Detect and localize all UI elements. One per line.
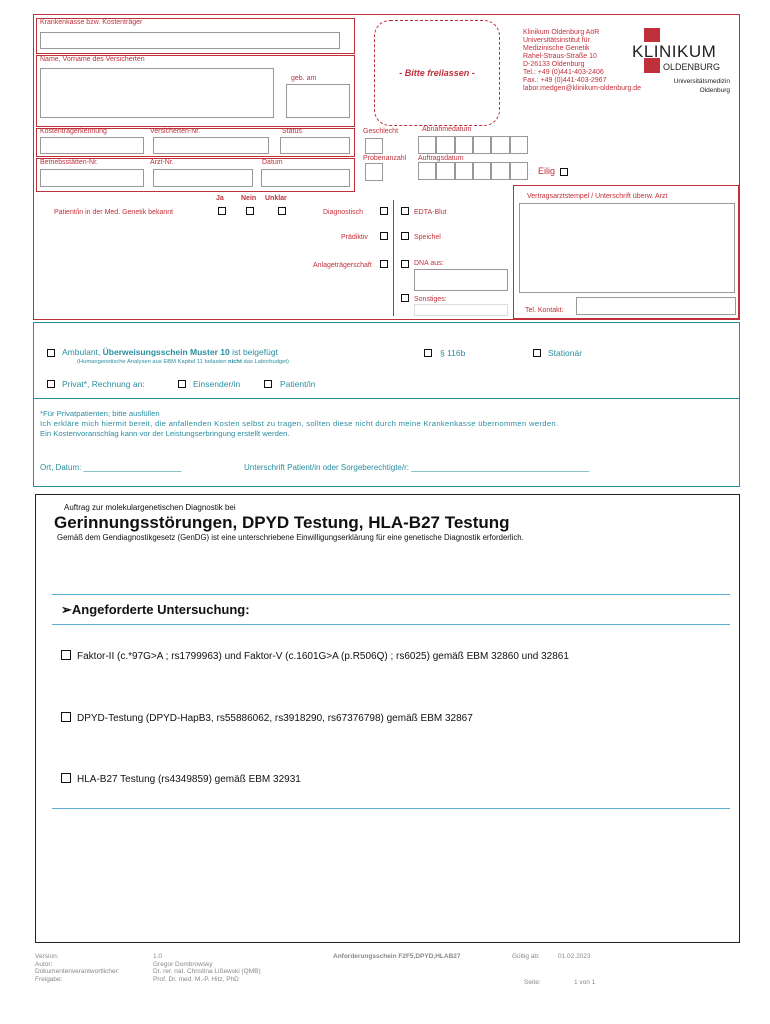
logo-caption: Oldenburg (699, 87, 730, 94)
test-checkbox[interactable] (61, 773, 71, 783)
insurer-label: Krankenkasse bzw. Kostenträger (40, 19, 143, 26)
private-note-line: Ich erkläre mich hiermit bereit, die anfallenden Kosten selbst zu tragen, sollten diese nicht durch meine Krankenkasse übernommen werden. (40, 419, 559, 428)
sample-count-field[interactable] (365, 163, 383, 181)
known-no-checkbox[interactable] (246, 207, 254, 215)
private-checkbox[interactable] (47, 380, 55, 388)
pred-label: Prädiktiv (341, 234, 368, 241)
sender-label: Einsender/in (193, 379, 241, 389)
other-label: Sonstiges: (414, 296, 447, 303)
klinikum-logo (630, 28, 730, 100)
saliva-label: Speichel (414, 234, 441, 241)
carrier-checkbox[interactable] (380, 260, 388, 268)
para116b-checkbox[interactable] (424, 349, 432, 357)
tel-label: Tel. Kontakt: (525, 307, 564, 314)
diag-checkbox[interactable] (380, 207, 388, 215)
order-date-field[interactable] (418, 162, 528, 180)
status-label: Status (282, 128, 302, 135)
test-checkbox[interactable] (61, 712, 71, 722)
test-label: Faktor-II (c.*97G>A ; rs1799963) und Faktor-V (c.1601G>A (p.R506Q) ; rs6025) gemäß EBM 32860 und 32861 (77, 651, 569, 662)
private-note (40, 409, 740, 439)
ambulant-note-text: das Laborbudget) (241, 359, 289, 365)
test-label: HLA-B27 Testung (rs4349859) gemäß EBM 32931 (77, 774, 301, 785)
valid-label: Gültig ab: (512, 953, 540, 960)
author-label: Autor: (35, 960, 53, 968)
saliva-checkbox[interactable] (401, 232, 409, 240)
approval-value: Prof. Dr. med. M.-P. Hitz, PhD (153, 975, 239, 983)
ambulant-suffix: ist beigefügt (229, 347, 278, 357)
order-date-label: Auftragsdatum (418, 155, 464, 162)
test-label: DPYD-Testung (DPYD-HapB3, rs55886062, rs3918290, rs67376798) gemäß EBM 32867 (77, 713, 473, 724)
dob-label: geb. am (291, 75, 317, 82)
test-checkbox[interactable] (61, 650, 71, 660)
stationary-checkbox[interactable] (533, 349, 541, 357)
date-field[interactable] (261, 169, 350, 187)
known-label: Patient/in in der Med. Genetik bekannt (54, 209, 174, 216)
urgent-option[interactable] (538, 166, 568, 176)
billing-divider (33, 398, 740, 399)
gender-label: Geschlecht (363, 128, 399, 135)
version-value: 1.0 (153, 953, 163, 960)
diag-label: Diagnostisch (323, 209, 364, 216)
site-no-label: Betriebsstätten-Nr. (40, 159, 98, 166)
version-label: Version: (35, 953, 59, 960)
ambulant-label: Ambulant, (62, 347, 103, 357)
address-line: Medizinische Genetik (523, 45, 590, 52)
dna-label: DNA aus: (414, 260, 444, 267)
ambulant-note-text: (Humangenetische Analysen aus EBM Kapitel 11 belasten (77, 359, 229, 365)
col-yes-header: Ja (216, 195, 224, 202)
test-item[interactable] (61, 650, 569, 662)
gender-field[interactable] (365, 138, 383, 154)
stamp-label: Vertragsarztstempel / Unterschrift überw. Arzt (527, 193, 668, 200)
address-line: Universitätsinstitut für (523, 37, 590, 44)
ambulant-note-emphasis: nicht (228, 359, 242, 365)
patient-checkbox[interactable] (264, 380, 272, 388)
private-note-line: Ein Kostenvoranschlag kann vor der Leistungserbringung erstellt werden. (40, 429, 290, 438)
test-item[interactable] (61, 773, 301, 785)
insurer-field[interactable] (40, 32, 340, 49)
section-heading: ➢Angeforderte Untersuchung: (61, 602, 250, 617)
address-line: Fax.: +49 (0)441-403-2967 (523, 77, 607, 84)
author-value: Gregor Dombrowsky (153, 960, 213, 968)
doctor-no-field[interactable] (153, 169, 253, 187)
responsible-label: Dokumentenverantwortlicher: (35, 968, 120, 975)
address-line: labor.medgen@klinikum-oldenburg.de (523, 85, 642, 92)
footer-values (153, 953, 261, 983)
valid-date: 01.02.2023 (558, 953, 591, 960)
sample-divider (393, 200, 394, 316)
other-field[interactable] (414, 304, 508, 316)
sample-count-label: Probenanzahl (363, 155, 407, 162)
ambulant-checkbox[interactable] (47, 349, 55, 357)
dob-field[interactable] (286, 84, 350, 118)
known-unclear-checkbox[interactable] (278, 207, 286, 215)
doctor-no-label: Arzt-Nr. (150, 159, 174, 166)
section-divider (52, 594, 730, 595)
test-item[interactable] (61, 712, 473, 724)
tel-field[interactable] (576, 297, 736, 315)
place-date-line[interactable]: Ort, Datum: ______________________ (40, 463, 182, 472)
address-line: Tel.: +49 (0)441-403-2406 (523, 69, 604, 76)
page-number: 1 von 1 (574, 979, 596, 986)
carrier-label: Anlageträgerschaft (313, 262, 372, 269)
order-title: Gerinnungsstörungen, DPYD Testung, HLA-B27 Testung (54, 513, 510, 532)
ambulant-form-name: Überweisungsschein Muster 10 (102, 347, 230, 357)
status-field[interactable] (280, 137, 350, 154)
site-no-field[interactable] (40, 169, 144, 187)
logo-main-text: KLINIKUM (632, 42, 717, 61)
patient-label: Patient/in (280, 379, 316, 389)
logo-caption: Universitätsmedizin (673, 78, 730, 85)
pred-checkbox[interactable] (380, 232, 388, 240)
sender-checkbox[interactable] (178, 380, 186, 388)
section-divider (52, 624, 730, 625)
institute-address (523, 29, 641, 93)
logo-block-icon (644, 28, 660, 42)
stationary-label: Stationär (548, 348, 583, 358)
address-line: D-26133 Oldenburg (523, 61, 585, 68)
edta-checkbox[interactable] (401, 207, 409, 215)
doc-name: Anforderungsschein F2F5,DPYD,HLAB27 (333, 953, 461, 960)
dna-field[interactable] (414, 269, 508, 291)
dna-checkbox[interactable] (401, 260, 409, 268)
gendg-notice: Gemäß dem Gendiagnostikgesetz (GenDG) ist eine unterschriebene Einwilligungserklärung für eine genetische Diagnostik erforderlich. (57, 533, 524, 542)
leave-blank-text: - Bitte freilassen - (399, 68, 475, 78)
order-intro: Auftrag zur molekulargenetischen Diagnostik bei (64, 503, 236, 512)
approval-label: Freigabe: (35, 975, 63, 983)
insured-no-label: Versicherten-Nr. (150, 128, 201, 135)
page-label: Seite: (524, 979, 541, 986)
ambulant-option (62, 347, 278, 357)
stamp-field[interactable] (519, 203, 735, 293)
insurer-id-label: Kostenträgerkennung (40, 128, 107, 135)
col-unclear-header: Unklar (265, 195, 287, 202)
address-line: Rahel-Straus-Straße 10 (523, 53, 597, 60)
logo-sub-text: OLDENBURG (663, 62, 721, 72)
private-label: Privat*, Rechnung an: (62, 379, 145, 389)
signature-line[interactable]: Unterschrift Patient/in oder Sorgeberechtigte/r: ________________________________________ (244, 463, 590, 472)
name-field[interactable] (40, 68, 274, 118)
insurer-id-field[interactable] (40, 137, 144, 154)
urgent-checkbox[interactable] (560, 168, 568, 176)
responsible-value: Dr. rer. nat. Christina Lißewski (QMB) (153, 968, 261, 975)
edta-label: EDTA-Blut (414, 209, 447, 216)
private-note-line: *Für Privatpatienten; bitte ausfüllen (40, 409, 160, 418)
ambulant-note (77, 359, 289, 365)
para116b-label: § 116b (440, 348, 466, 358)
insured-no-field[interactable] (153, 137, 269, 154)
address-line: Klinikum Oldenburg AöR (523, 29, 600, 36)
date-label: Datum (262, 159, 283, 166)
other-checkbox[interactable] (401, 294, 409, 302)
collection-date-label: Abnahmedatum (422, 126, 472, 133)
section-divider (52, 808, 730, 809)
urgent-label: Eilig (538, 166, 556, 176)
collection-date-field[interactable] (418, 136, 528, 154)
name-label: Name, Vorname des Versicherten (40, 56, 145, 63)
col-no-header: Nein (241, 195, 257, 202)
known-yes-checkbox[interactable] (218, 207, 226, 215)
footer-labels (35, 953, 120, 983)
